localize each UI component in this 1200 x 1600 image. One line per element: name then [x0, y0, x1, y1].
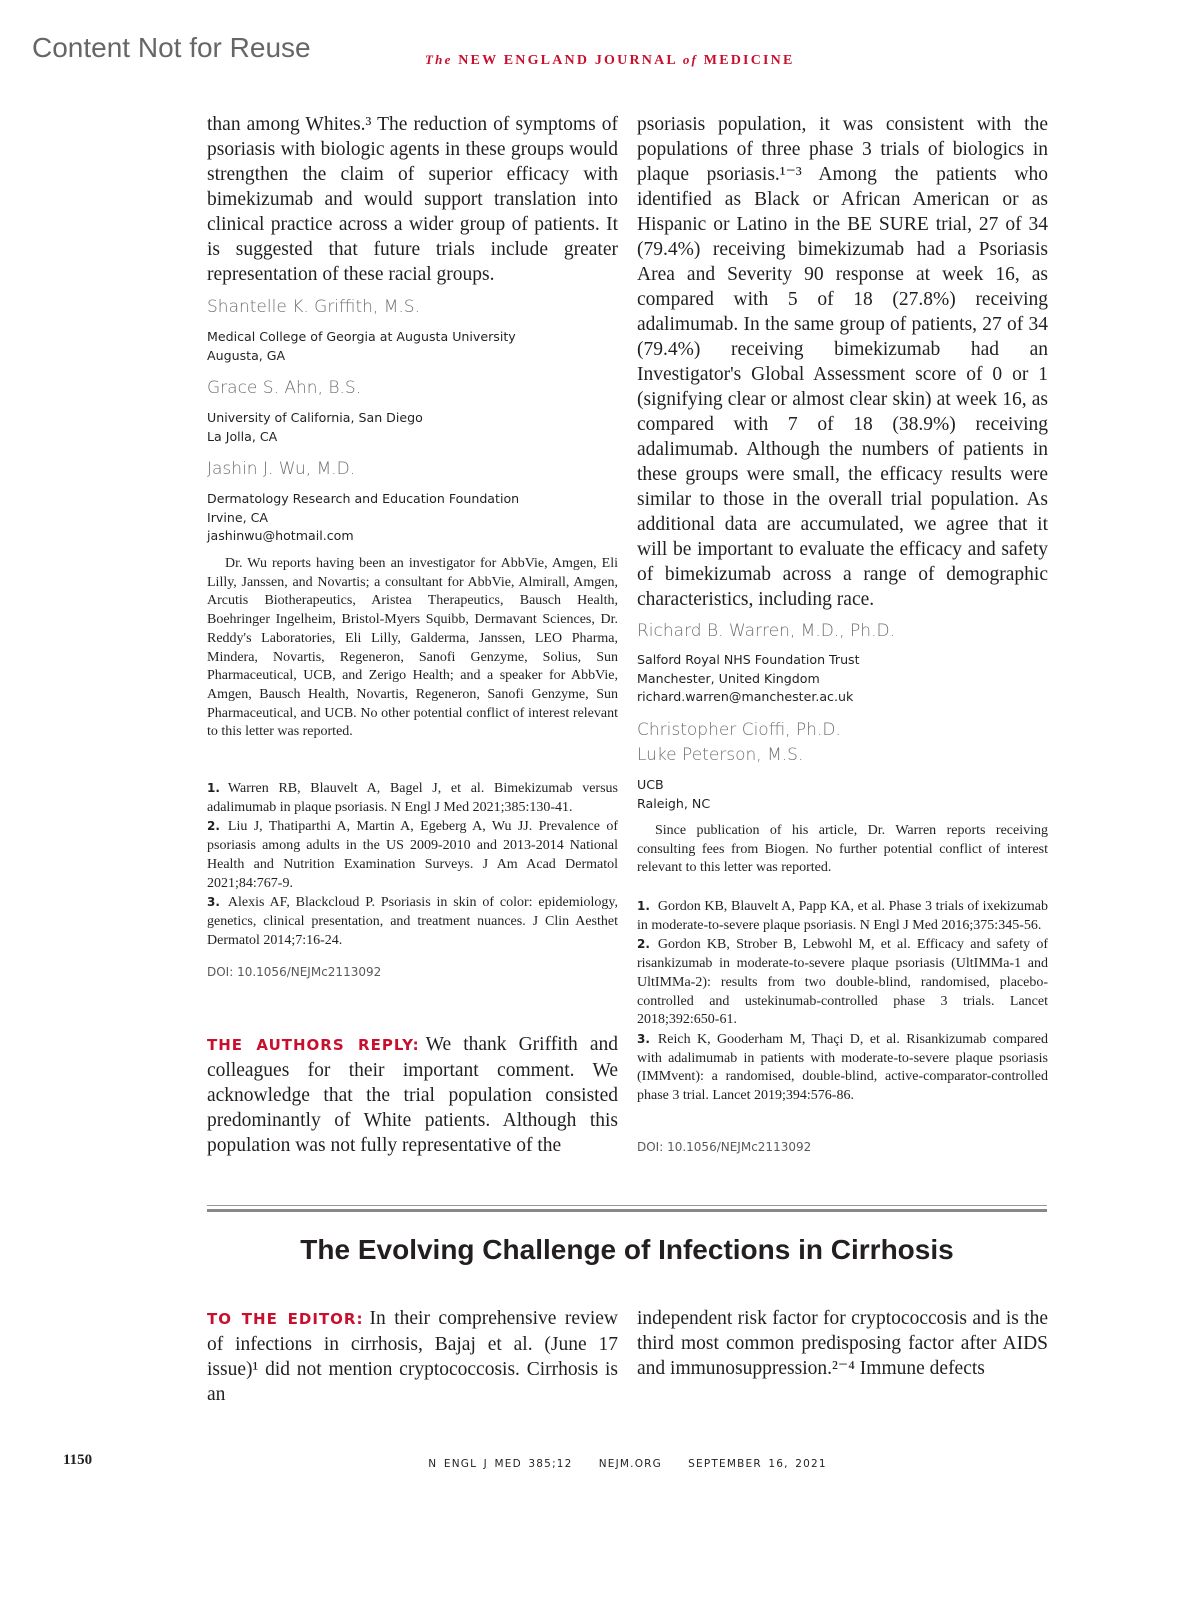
journal-medicine: MEDICINE: [703, 53, 795, 68]
author-email[interactable]: jashinwu@hotmail.com: [207, 528, 354, 544]
references: [207, 779, 618, 950]
ref-number: 2.: [637, 937, 650, 952]
doi[interactable]: DOI: 10.1056/NEJMc2113092: [207, 965, 382, 979]
disclosure: Since publication of his article, Dr. Warren reports receiving consulting fees from Biogen. No further potential conflict of interest relevant to this letter was reported.: [637, 823, 1048, 876]
article-title: The Evolving Challenge of Infections in Cirrhosis: [300, 1234, 954, 1265]
journal-name: NEW ENGLAND JOURNAL: [458, 53, 678, 68]
doi[interactable]: DOI: 10.1056/NEJMc2113092: [637, 1140, 812, 1154]
reply-lead: THE AUTHORS REPLY:: [207, 1036, 420, 1054]
journal-of: of: [682, 52, 699, 67]
affil-line: Salford Royal NHS Foundation Trust: [637, 652, 860, 667]
ref-text: Alexis AF, Blackcloud P. Psoriasis in skin of color: epidemiology, genetics, clinical presentation, and treatment nuances. J Clin Aesthet Dermatol 2014;7:16-24.: [207, 895, 618, 948]
reference: [207, 817, 618, 893]
ref-number: 1.: [637, 899, 650, 913]
affil-line: UCB: [637, 777, 664, 792]
author-email[interactable]: richard.warren@manchester.ac.uk: [637, 689, 854, 705]
ref-text: Warren RB, Blauvelt A, Bagel J, et al. Bimekizumab versus adalimumab in plaque psoriasis. N Engl J Med 2021;385:130-41.: [207, 781, 618, 815]
journal-title: [425, 52, 795, 69]
affil-line: La Jolla, CA: [207, 428, 278, 444]
letter-right: independent risk factor for cryptococcosis and is the third most common predisposing factor after AIDS and immunosuppression.²⁻⁴ Immune defects: [637, 1308, 1048, 1379]
disclosure: Dr. Wu reports having been an investigator for AbbVie, Amgen, Eli Lilly, Janssen, and Novartis; a consultant for AbbVie, Almirall, Amgen, Arcutis Biotherapeutics, Aristea Therapeutics, Bausch Health, Boehringer Ingelheim, Bristol-Myers Squibb, Dermavant Sciences, Dr. Reddy's Laboratories, Eli Lilly, Galderma, Janssen, LEO Pharma, Mindera, Novartis, Regeneron, Sanofi Genzyme, Solius, Sun Pharmaceutical, UCB, and Zerigo Health; and a speaker for AbbVie, Amgen, Bausch Health, Novartis, Regeneron, Sanofi Genzyme, Sun Pharmaceutical, and UCB. No other potential conflict of interest relevant to this letter was reported.: [207, 556, 618, 740]
reference: [207, 779, 618, 817]
ref-text: Reich K, Gooderham M, Thaçi D, et al. Risankizumab compared with adalimumab in patients with moderate-to-severe plaque psoriasis (IMMvent): a randomised, double-blind, active-comparator-controlled phase 3 trial. Lancet 2019;394:576-86.: [637, 1031, 1048, 1104]
author-affiliation: [637, 651, 860, 707]
ref-text: Gordon KB, Strober B, Lebwohl M, et al. Efficacy and safety of risankizumab in moderate-to-severe plaque psoriasis (UltIMMa-1 and UltIMMa-2): results from two double-blind, randomised, placebo-controlled and ustekinumab-controlled phase 3 trials. Lancet 2018;392:650-61.: [637, 937, 1048, 1028]
author-name: Shantelle K. Griffith, M.S.: [207, 297, 420, 317]
watermark: Content Not for Reuse: [32, 32, 311, 63]
references: [637, 897, 1048, 1106]
footer-citation: [300, 1458, 955, 1470]
reference: [637, 1030, 1048, 1106]
affil-line: University of California, San Diego: [207, 410, 423, 425]
affil-line: Medical College of Georgia at Augusta University: [207, 329, 516, 344]
left-paragraph: than among Whites.³ The reduction of symptoms of psoriasis with biologic agents in these groups would strengthen the claim of superior efficacy with bimekizumab and would support translation into clinical practice across a wider group of patients. It is suggested that future trials include greater representation of these racial groups.: [207, 114, 618, 285]
affil-line: Augusta, GA: [207, 347, 286, 363]
journal-the: The: [425, 52, 453, 67]
ref-text: Gordon KB, Blauvelt A, Papp KA, et al. Phase 3 trials of ixekizumab in moderate-to-severe plaque psoriasis. N Engl J Med 2016;375:345-56.: [637, 899, 1048, 933]
author-affiliation: [637, 776, 710, 813]
author-affiliation: [207, 409, 423, 446]
ref-number: 3.: [207, 895, 220, 910]
page-number: 1150: [63, 1452, 93, 1468]
author-affiliation: [207, 490, 519, 546]
right-paragraph: psoriasis population, it was consistent with the populations of three phase 3 trials of biologics in plaque psoriasis.¹⁻³ Among the patients who identified as Black or African American or as Hispanic or Latino in the BE SURE trial, 27 of 34 (79.4%) receiving bimekizumab had a Psoriasis Area and Severity 90 response at week 16, as compared with 5 of 18 (27.8%) receiving adalimumab. In the same group of patients, 27 of 34 (79.4%) receiving bimekizumab had an Investigator's Global Assessment score of 0 or 1 (signifying clear or almost clear skin) at week 16, as compared with 7 of 18 (38.9%) receiving adalimumab. Although the numbers of patients in these groups were small, the efficacy results were similar to those in the overall trial population. As additional data are accumulated, we agree that it will be important to evaluate the efficacy and safety of bimekizumab across a range of demographic characteristics, including race.: [637, 114, 1048, 610]
footer-journal: N ENGL J MED 385;12: [428, 1458, 573, 1470]
footer-site[interactable]: NEJM.ORG: [598, 1458, 662, 1470]
author-name: Grace S. Ahn, B.S.: [207, 378, 362, 398]
reference: [207, 893, 618, 950]
letter-left: [207, 1306, 618, 1407]
editor-lead: TO THE EDITOR:: [207, 1310, 364, 1328]
author-affiliation: [207, 328, 516, 365]
author-name: Richard B. Warren, M.D., Ph.D.: [637, 621, 895, 641]
affil-line: Irvine, CA: [207, 509, 268, 525]
affil-line: Raleigh, NC: [637, 795, 711, 811]
reference: [637, 935, 1048, 1030]
footer-date: SEPTEMBER 16, 2021: [688, 1458, 827, 1470]
ref-number: 3.: [637, 1031, 650, 1046]
letter-text: In their comprehensive review of infections in cirrhosis, Bajaj et al. (June 17 issue)¹ did not mention cryptococcosis. Cirrhosis is an: [207, 1308, 618, 1405]
ref-text: Liu J, Thatiparthi A, Martin A, Egeberg A, Wu JJ. Prevalence of psoriasis among adults in the US 2009-2010 and 2013-2014 National Health and Nutrition Examination Surveys. J Am Acad Dermatol 2021;84:767-9.: [207, 819, 618, 891]
affil-line: Manchester, United Kingdom: [637, 670, 820, 686]
divider: [207, 1205, 1047, 1206]
ref-number: 2.: [207, 819, 220, 834]
divider-thick: [207, 1209, 1047, 1212]
reply-text: We thank Griffith and colleagues for their important comment. We acknowledge that the trial population consisted predominantly of White patients. Although this population was not fully representative of the: [207, 1034, 618, 1156]
author-name: Christopher Cioffi, Ph.D.: [637, 720, 841, 740]
affil-line: Dermatology Research and Education Foundation: [207, 491, 520, 506]
reference: [637, 897, 1048, 935]
author-name: Jashin J. Wu, M.D.: [207, 459, 356, 479]
author-name: Luke Peterson, M.S.: [637, 745, 804, 765]
authors-reply: [207, 1032, 618, 1158]
ref-number: 1.: [207, 781, 220, 795]
